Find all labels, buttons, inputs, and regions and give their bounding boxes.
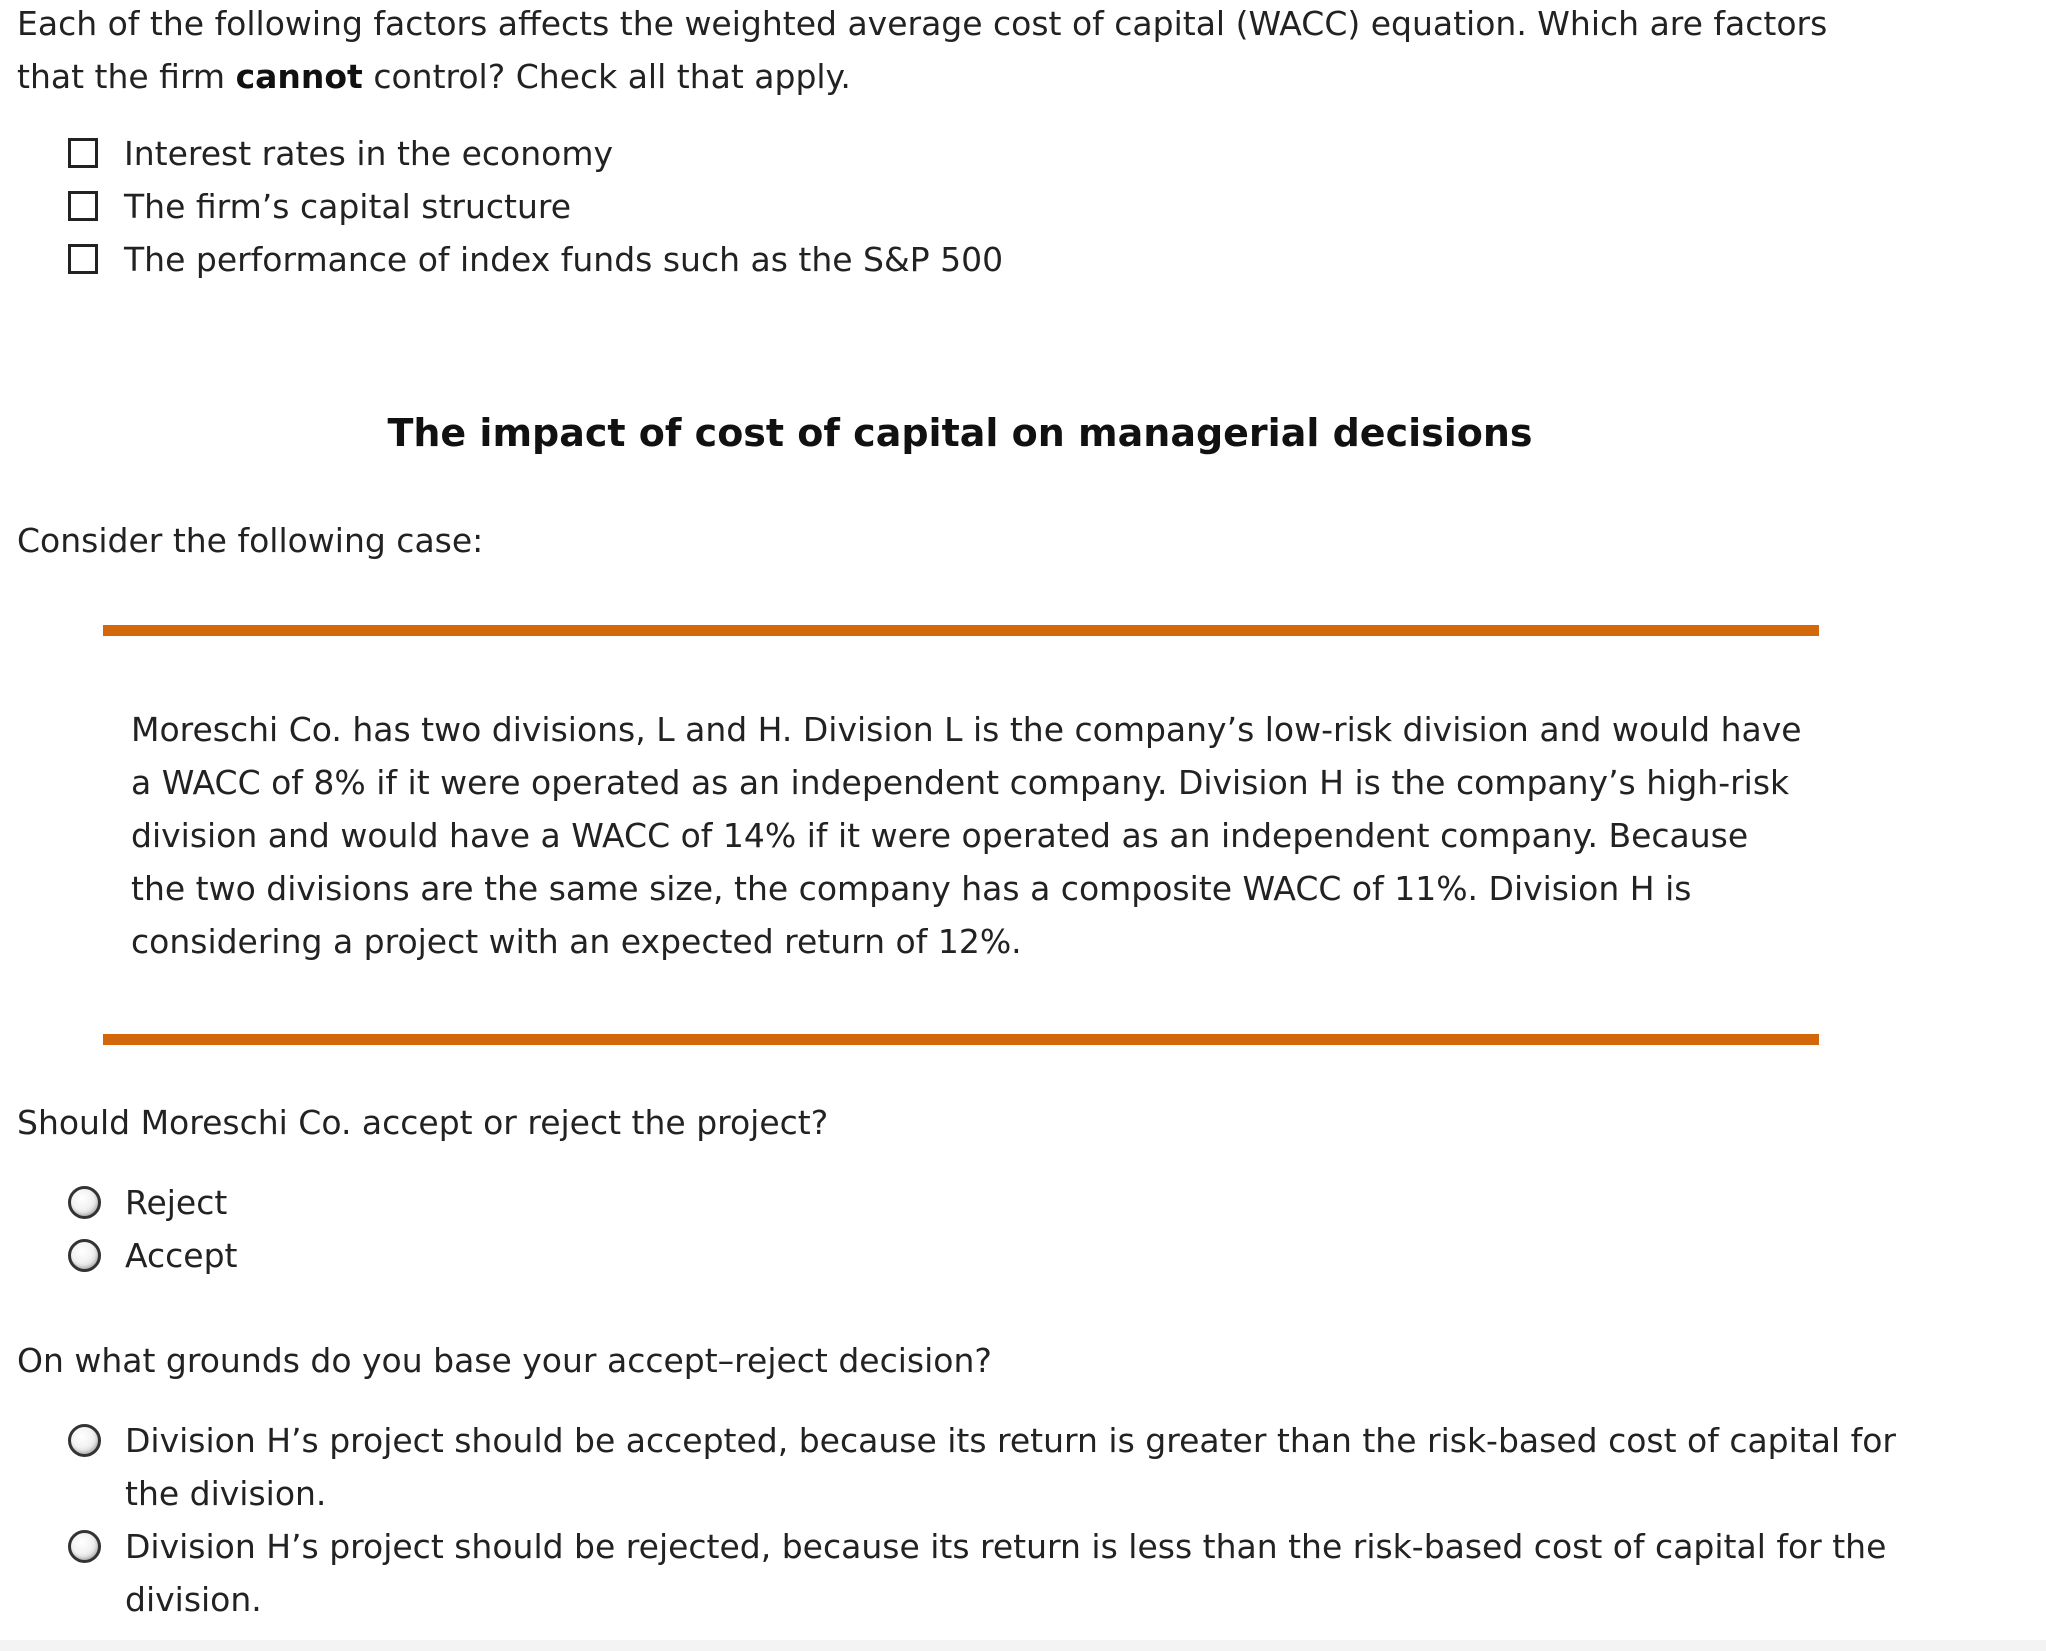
question3-prompt: On what grounds do you base your accept–reject decision? xyxy=(17,1341,992,1380)
question1-option-interest-rates[interactable] xyxy=(68,127,1003,180)
question2-prompt: Should Moreschi Co. accept or reject the project? xyxy=(17,1103,829,1142)
question2-options xyxy=(68,1176,237,1282)
question2-option-accept[interactable] xyxy=(68,1229,237,1282)
question1-prompt-start: Each of the following factors affects the weighted average cost of capital (WACC) equation. Which are factors that the firm xyxy=(17,4,1828,96)
question3-options xyxy=(68,1414,1948,1626)
radio-rejected-reason[interactable] xyxy=(68,1530,101,1563)
section-title: The impact of cost of capital on managerial decisions xyxy=(387,411,1533,455)
option-label[interactable]: Division H’s project should be rejected, because its return is less than the risk-based cost of capital for the division. xyxy=(125,1527,1887,1619)
question2-option-reject[interactable] xyxy=(68,1176,237,1229)
question1-option-capital-structure[interactable] xyxy=(68,180,1003,233)
checkbox-capital-structure[interactable] xyxy=(68,191,98,221)
option-label[interactable]: The performance of index funds such as the S&P 500 xyxy=(124,240,1004,279)
option-label[interactable]: Reject xyxy=(125,1183,228,1222)
radio-accept[interactable] xyxy=(68,1239,101,1272)
option-label[interactable]: Division H’s project should be accepted, because its return is greater than the risk-based cost of capital for the division. xyxy=(125,1421,1896,1513)
question1-prompt xyxy=(17,0,1897,103)
case-intro: Consider the following case: xyxy=(17,521,484,560)
case-bottom-divider xyxy=(103,1034,1819,1045)
case-text: Moreschi Co. has two divisions, L and H. Division L is the company’s low-risk division and would have a WACC of 8% if it were operated as an independent company. Division H is the company’s high-risk division and would have a WACC of 14% if it were operated as an independent company. Because the two divisions are the same size, the company has a composite WACC of 11%. Division H is considering a project with an expected return of 12%. xyxy=(131,710,1802,961)
question1-option-index-funds[interactable] xyxy=(68,233,1003,286)
case-top-divider xyxy=(103,625,1819,636)
question1-options xyxy=(68,127,1003,286)
option-label[interactable]: Interest rates in the economy xyxy=(124,134,614,173)
question1-prompt-end: control? Check all that apply. xyxy=(362,57,851,96)
checkbox-index-funds[interactable] xyxy=(68,244,98,274)
radio-accepted-reason[interactable] xyxy=(68,1424,101,1457)
option-label[interactable]: Accept xyxy=(125,1236,238,1275)
question3-option-rejected[interactable] xyxy=(68,1520,1948,1626)
checkbox-interest-rates[interactable] xyxy=(68,138,98,168)
question3-option-accepted[interactable] xyxy=(68,1414,1948,1520)
question1-prompt-emphasis: cannot xyxy=(235,57,363,96)
page-bottom-edge xyxy=(0,1640,2046,1651)
radio-reject[interactable] xyxy=(68,1186,101,1219)
option-label[interactable]: The firm’s capital structure xyxy=(124,187,572,226)
